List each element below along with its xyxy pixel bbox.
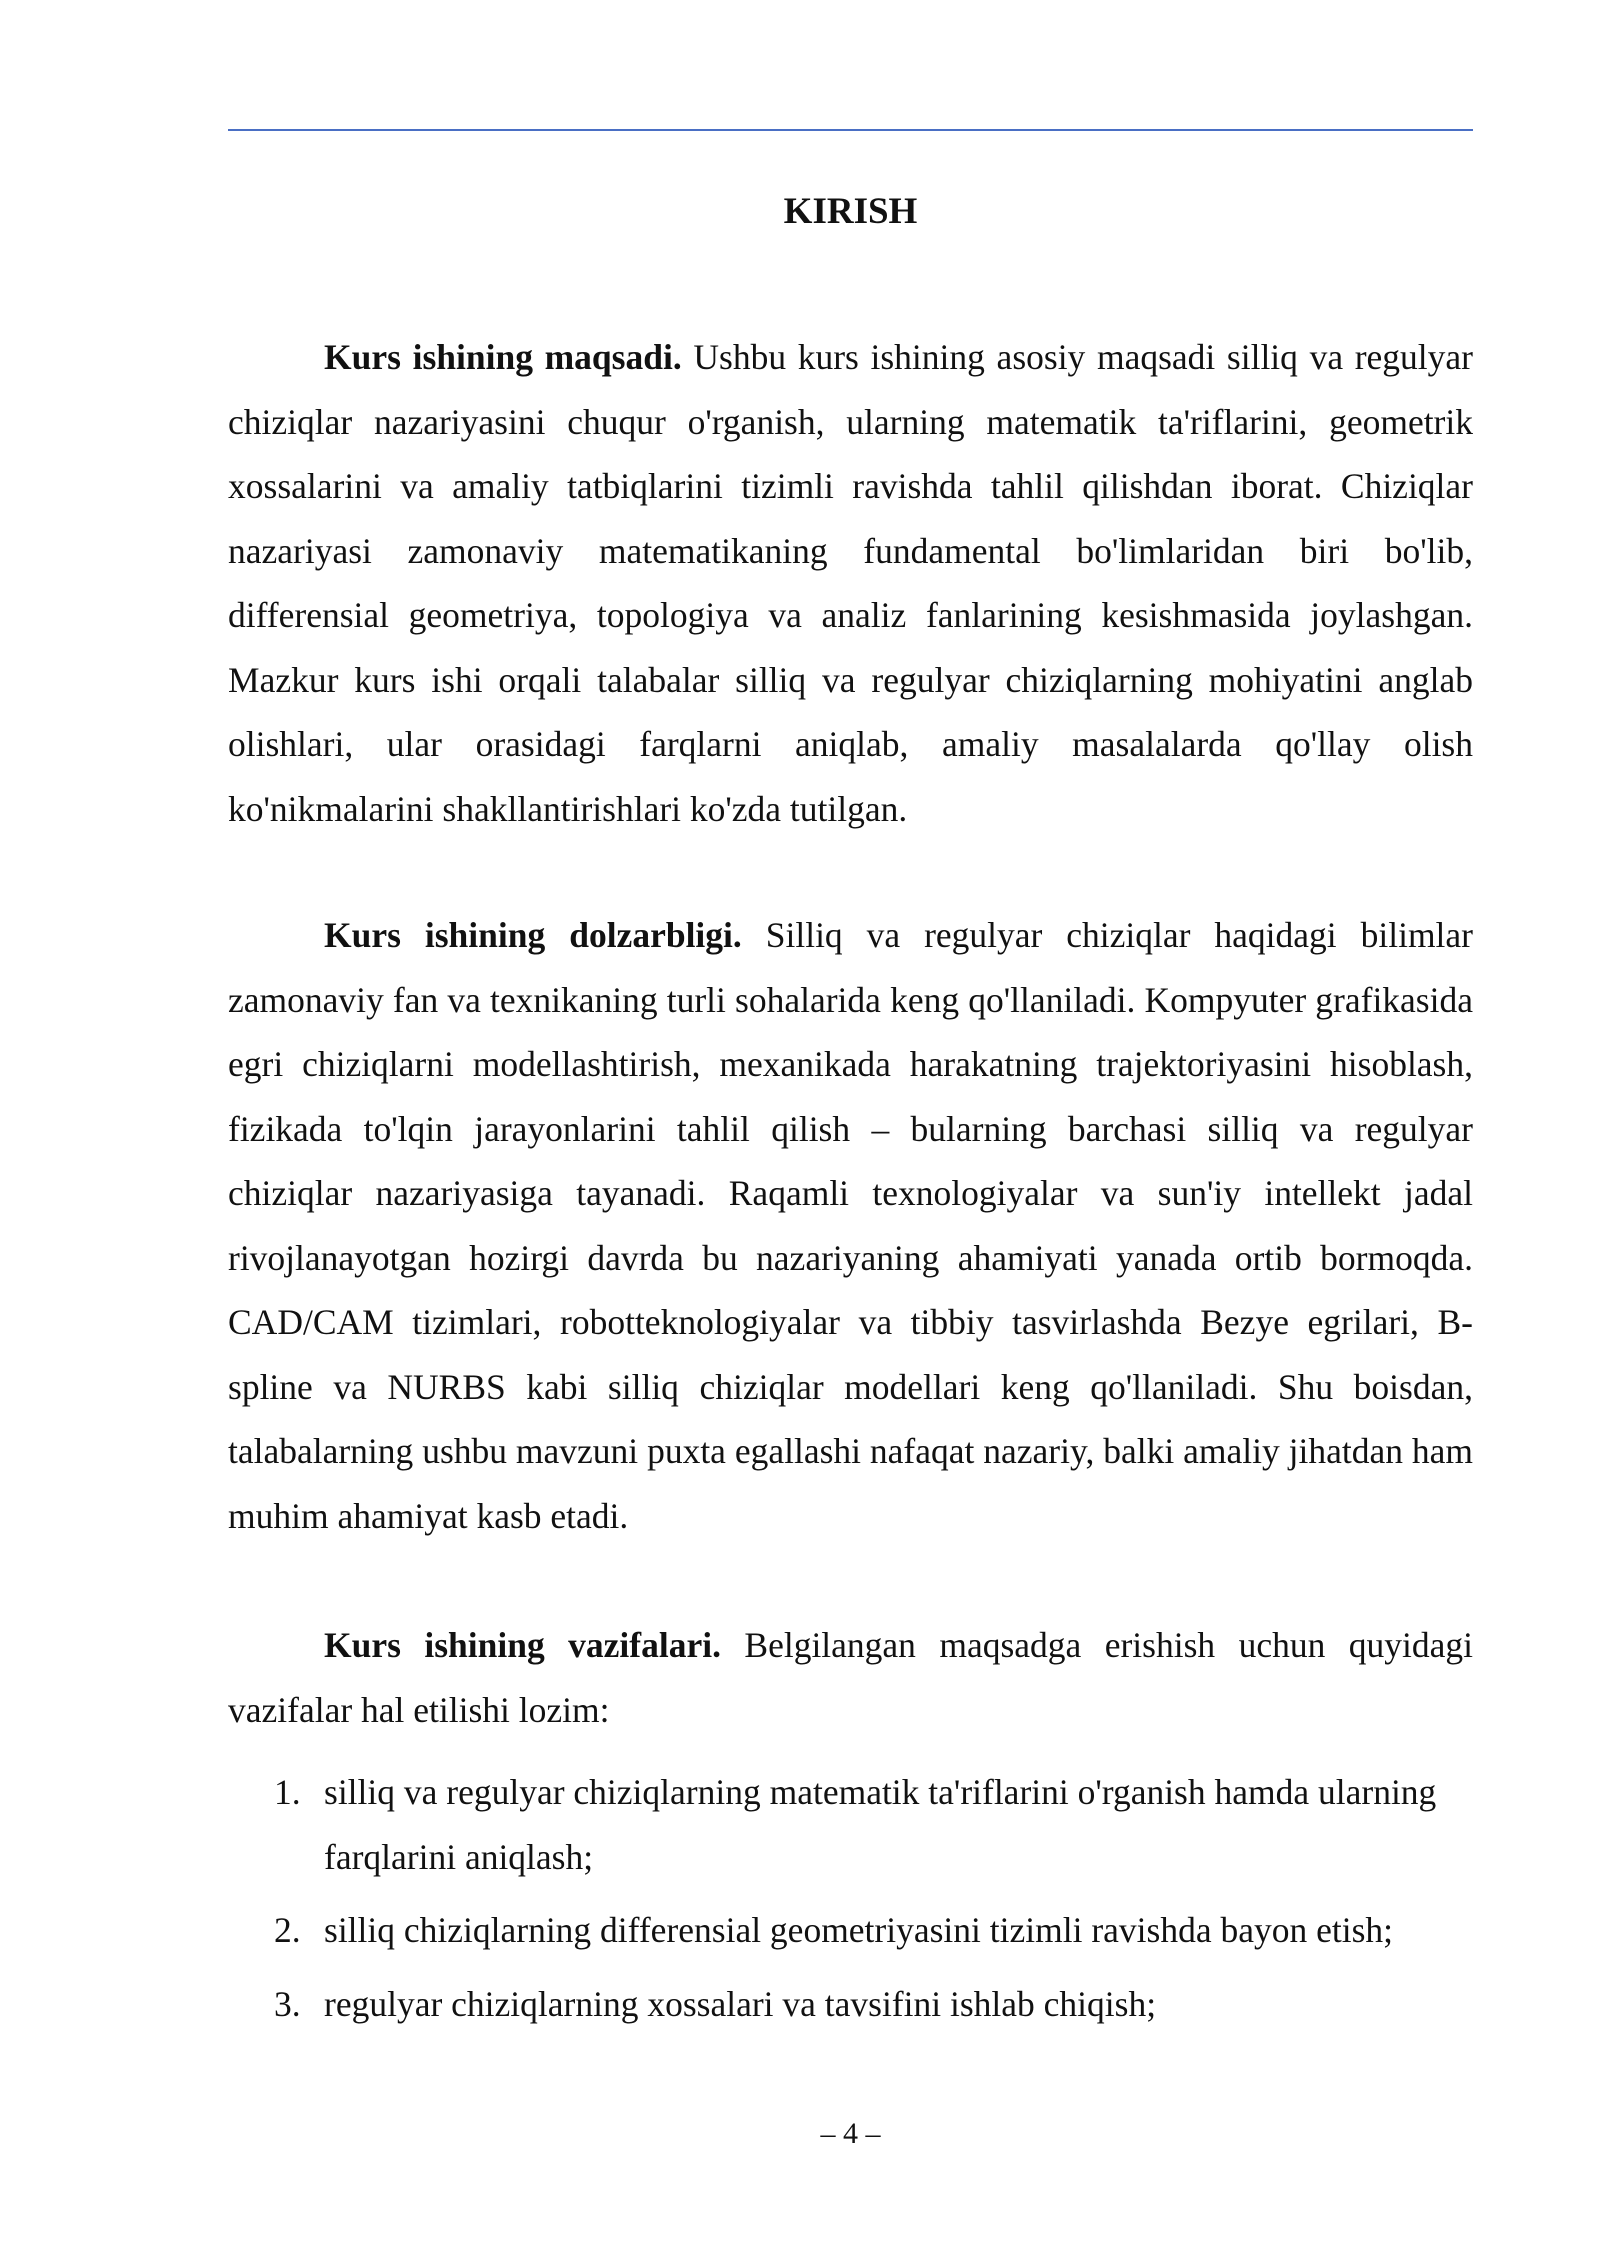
list-item-number: 2. [274, 1910, 301, 1950]
page-number: – 4 – [820, 2117, 881, 2150]
header-rule [228, 129, 1473, 131]
goal-heading: Kurs ishining maqsadi. [324, 337, 682, 377]
list-item [228, 1972, 1473, 2037]
page-title: KIRISH [783, 191, 918, 232]
tasks-heading: Kurs ishining vazifalari. [324, 1625, 721, 1665]
relevance-paragraph [228, 903, 1473, 1548]
list-item-text: silliq chiziqlarning differensial geometriyasini tizimli ravishda bayon etish; [324, 1910, 1394, 1950]
list-item [228, 1898, 1473, 1963]
relevance-heading: Kurs ishining dolzarbligi. [324, 915, 742, 955]
goal-text: Ushbu kurs ishining asosiy maqsadi silliq va regulyar chiziqlar nazariyasini chuqur o'rganish, ularning matematik ta'riflarini, geometrik xossalarini va amaliy tatbiqlarini tizimli ravishda tahlil qilishdan iborat. Chiziqlar nazariyasi zamonaviy matematikaning fundamental bo'limlaridan biri bo'lib, differensial geometriya, topologiya va analiz fanlarining kesishmasida joylashgan. Mazkur kurs ishi orqali talabalar silliq va regulyar chiziqlarning mohiyatini anglab olishlari, ular orasidagi farqlarni aniqlab, amaliy masalalarda qo'llay olish ko'nikmalarini shakllantirishlari ko'zda tutilgan. [228, 337, 1473, 829]
goal-paragraph [228, 325, 1473, 841]
tasks-list [228, 1760, 1473, 2036]
list-item [228, 1760, 1473, 1889]
tasks-text: Belgilangan maqsadga erishish uchun quyidagi vazifalar hal etilishi lozim: [228, 1625, 1473, 1730]
relevance-text: Silliq va regulyar chiziqlar haqidagi bilimlar zamonaviy fan va texnikaning turli sohalarida keng qo'llaniladi. Kompyuter grafikasida egri chiziqlarni modellashtirish, mexanikada harakatning trajektoriyasini hisoblash, fizikada to'lqin jarayonlarini tahlil qilish – bularning barchasi silliq va regulyar chiziqlar nazariyasiga tayanadi. Raqamli texnologiyalar va sun'iy intellekt jadal rivojlanayotgan hozirgi davrda bu nazariyaning ahamiyati yanada ortib bormoqda. CAD/CAM tizimlari, robotteknologiyalar va tibbiy tasvirlashda Bezye egrilari, B-spline va NURBS kabi silliq chiziqlar modellari keng qo'llaniladi. Shu boisdan, talabalarning ushbu mavzuni puxta egallashi nafaqat nazariy, balki amaliy jihatdan ham muhim ahamiyat kasb etadi. [228, 915, 1473, 1536]
list-item-number: 1. [274, 1772, 301, 1812]
list-item-text: silliq va regulyar chiziqlarning matematik ta'riflarini o'rganish hamda ularning farqlarini aniqlash; [324, 1772, 1437, 1877]
tasks-paragraph [228, 1613, 1473, 1742]
list-item-text: regulyar chiziqlarning xossalari va tavsifini ishlab chiqish; [324, 1983, 1157, 2024]
list-item-number: 3. [274, 1983, 301, 2024]
